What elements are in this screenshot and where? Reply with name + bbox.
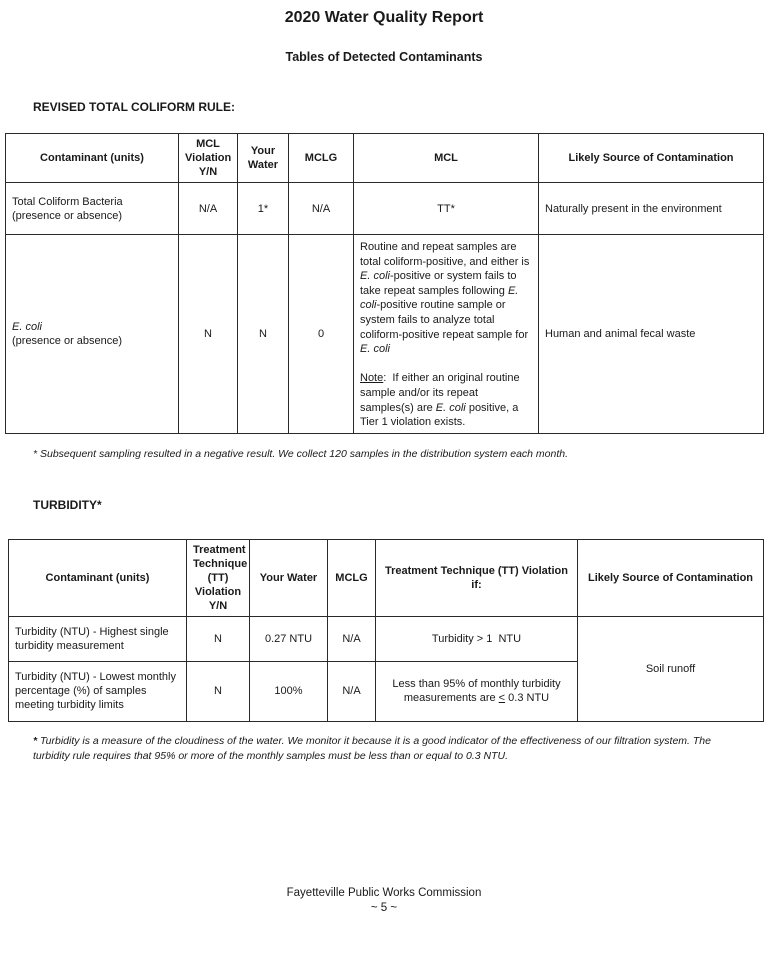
cell-source: Human and animal fecal waste: [539, 235, 764, 434]
cell-mcl-violation: N/A: [179, 183, 238, 235]
cell-mclg: N/A: [328, 661, 376, 721]
col-header-contaminant: Contaminant (units): [6, 134, 179, 183]
cell-mclg: N/A: [328, 616, 376, 661]
coliform-header-row: [6, 134, 764, 183]
table-row-turbidity-highest: [9, 616, 764, 661]
col-header-mcl-violation: MCL Violation Y/N: [179, 134, 238, 183]
cell-contaminant: Turbidity (NTU) - Highest single turbidity measurement: [9, 616, 187, 661]
cell-your-water: 0.27 NTU: [250, 616, 328, 661]
turbidity-table: [8, 539, 764, 722]
footer-page-number: ~ 5 ~: [370, 902, 398, 914]
cell-tt-violation: N: [187, 616, 250, 661]
cell-violation-if: Turbidity > 1 NTU: [376, 616, 578, 661]
footer-organization: Fayetteville Public Works Commission: [286, 887, 482, 899]
cell-contaminant: Total Coliform Bacteria (presence or absence): [6, 183, 179, 235]
col-header-violation-if: Treatment Technique (TT) Violation if:: [376, 539, 578, 616]
cell-your-water: 1*: [238, 183, 289, 235]
cell-your-water: N: [238, 235, 289, 434]
col-header-mcl: MCL: [354, 134, 539, 183]
cell-contaminant: Turbidity (NTU) - Lowest monthly percentage (%) of samples meeting turbidity limits: [9, 661, 187, 721]
cell-contaminant: E. coli (presence or absence): [6, 235, 179, 434]
turbidity-header-row: [9, 539, 764, 616]
page-footer: [0, 886, 768, 916]
turbidity-footnote: * Turbidity is a measure of the cloudiness of the water. We monitor it because it is a good indicator of the effectiveness of our filtration system. The turbidity rule requires that 95% or more of the monthly samples must be less than or equal to 0.3 NTU.: [33, 734, 711, 762]
cell-mcl-violation: N: [179, 235, 238, 434]
col-header-mclg: MCLG: [289, 134, 354, 183]
cell-mclg: N/A: [289, 183, 354, 235]
cell-your-water: 100%: [250, 661, 328, 721]
cell-source: Naturally present in the environment: [539, 183, 764, 235]
cell-mclg: 0: [289, 235, 354, 434]
cell-mcl: TT*: [354, 183, 539, 235]
cell-mcl: Routine and repeat samples are total coliform-positive, and either is E. coli-positive or system fails to take repeat samples following E. coli-positive routine sample or system fails to analyze total coliform-positive repeat sample for E. coli Note: If either an original routine sample and/or its repeat samples(s) are E. coli positive, a Tier 1 violation exists.: [354, 235, 539, 434]
col-header-source: Likely Source of Contamination: [578, 539, 764, 616]
cell-violation-if: Less than 95% of monthly turbidity measurements are < 0.3 NTU: [376, 661, 578, 721]
col-header-mclg: MCLG: [328, 539, 376, 616]
turbidity-section-heading: TURBIDITY*: [33, 497, 102, 512]
col-header-contaminant: Contaminant (units): [9, 539, 187, 616]
cell-tt-violation: N: [187, 661, 250, 721]
col-header-tt-violation: Treatment Technique (TT) Violation Y/N: [187, 539, 250, 616]
coliform-section-heading: REVISED TOTAL COLIFORM RULE:: [33, 100, 236, 114]
report-title: 2020 Water Quality Report: [284, 9, 484, 26]
table-row-ecoli: [6, 235, 764, 434]
col-header-source: Likely Source of Contamination: [539, 134, 764, 183]
col-header-your-water: Your Water: [250, 539, 328, 616]
col-header-your-water: Your Water: [238, 134, 289, 183]
cell-source-shared: Soil runoff: [578, 616, 764, 721]
coliform-table: [5, 133, 764, 434]
table-row-total-coliform: [6, 183, 764, 235]
coliform-footnote: * Subsequent sampling resulted in a negative result. We collect 120 samples in the distribution system each month.: [33, 447, 569, 460]
report-subtitle: Tables of Detected Contaminants: [285, 50, 483, 64]
